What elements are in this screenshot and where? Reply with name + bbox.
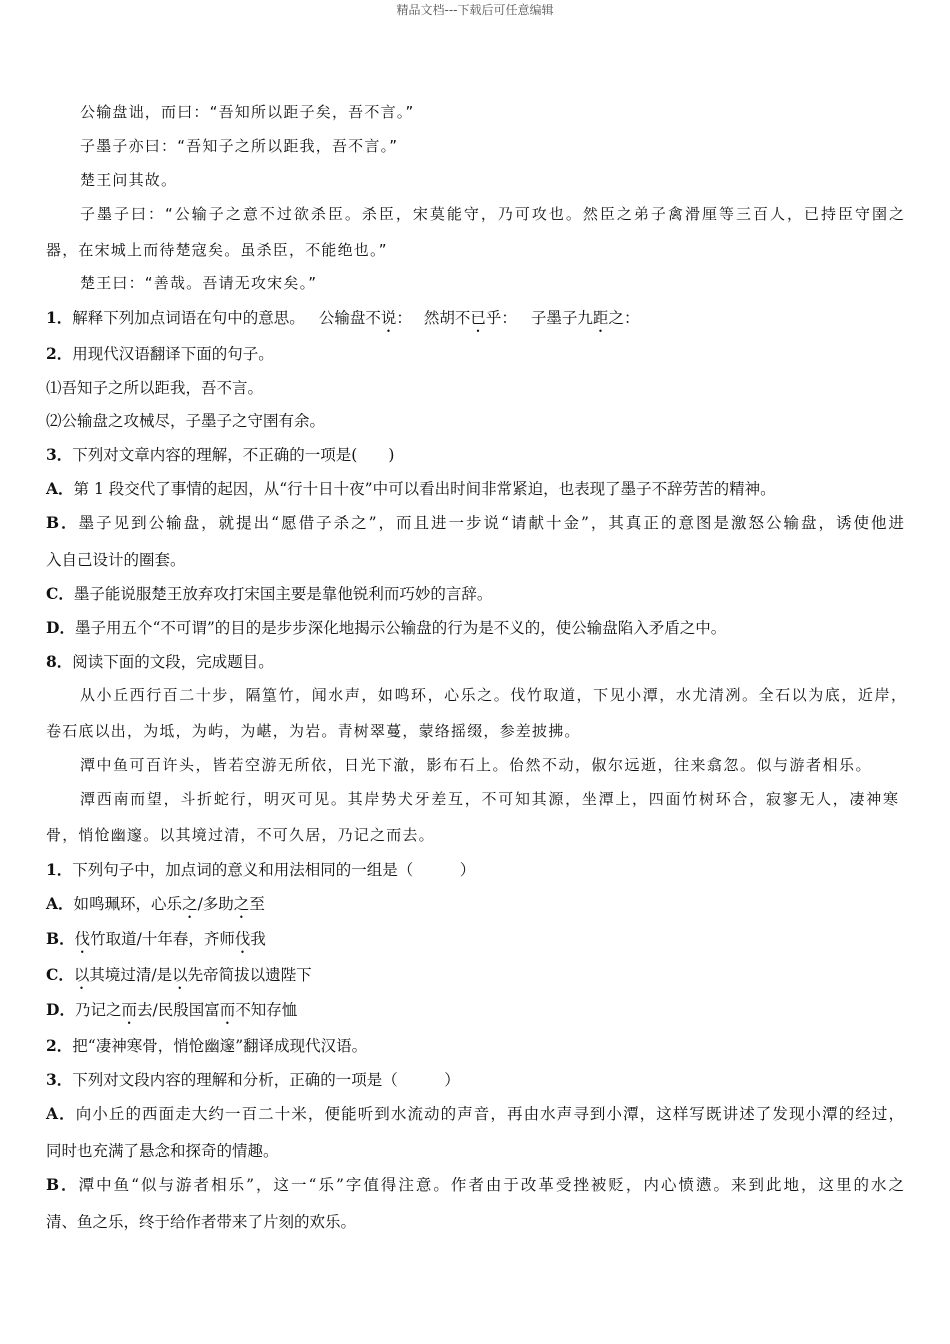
option-text: 其境过清/是 <box>89 966 173 984</box>
dotted-word: 以 <box>172 966 188 984</box>
term-c-prefix: 子墨子九 <box>530 309 593 327</box>
option-label: A． <box>46 479 74 498</box>
option-label: C． <box>46 965 74 984</box>
term-c-suffix: 之： <box>608 309 640 327</box>
question-text: 下列句子中，加点词的意义和用法相同的一组是（ ） <box>72 861 476 879</box>
dotted-word: 距 <box>592 309 609 327</box>
question-number: 1． <box>46 860 73 879</box>
option-label: B． <box>46 513 79 532</box>
option-text: 第 1 段交代了事情的起因，从“行十日十夜”中可以看出时间非常紧迫，也表现了墨子不辞劳苦的精神。 <box>73 480 776 498</box>
reading-q3-option-a-continued: 同时也充满了悬念和探奇的情趣。 <box>46 1142 279 1160</box>
dotted-word: 之 <box>233 895 250 913</box>
term-b-prefix: 然胡不 <box>423 309 471 327</box>
question-text: 用现代汉语翻译下面的句子。 <box>72 345 274 363</box>
dotted-word: 而 <box>219 1001 236 1019</box>
option-text: 去/民殷国富 <box>136 1001 220 1019</box>
dotted-word: 伐 <box>74 930 91 948</box>
option-text: 如鸣珮环，心乐 <box>73 895 183 913</box>
question-2-sentence-2: ⑵公输盘之攻械尽，子墨子之守圉有余。 <box>46 412 326 430</box>
reading-q3-option-b <box>46 1173 904 1195</box>
question-number: 8． <box>46 652 73 671</box>
term-a-prefix: 公输盘不 <box>318 309 381 327</box>
reading-option-b <box>46 927 266 957</box>
option-c <box>46 582 492 604</box>
passage2-line-2: 卷石底以出，为坻，为屿，为嵁，为岩。青树翠蔓，蒙络摇缀，参差披拂。 <box>46 722 581 740</box>
reading-option-c <box>46 963 312 993</box>
question-1 <box>46 306 639 336</box>
option-text: 至 <box>249 895 265 913</box>
option-text: 先帝简拔以遗陛下 <box>187 966 312 984</box>
question-text: 下列对文段内容的理解和分析，正确的一项是（ ） <box>72 1071 460 1089</box>
option-label: A． <box>46 1104 76 1123</box>
dotted-word: 而 <box>121 1001 137 1019</box>
option-text: /多助 <box>197 895 234 913</box>
option-text: 墨子能说服楚王放弃攻打宋国主要是靠他锐利而巧妙的言辞。 <box>73 585 493 603</box>
reading-question-2 <box>46 1034 367 1056</box>
option-label: A． <box>46 894 74 913</box>
question-2-sentence-1: ⑴吾知子之所以距我，吾不言。 <box>46 379 264 397</box>
question-text: 把“凄神寒骨，悄怆幽邃”翻译成现代汉语。 <box>72 1037 368 1055</box>
dotted-word: 伐 <box>234 930 251 948</box>
dotted-word: 说 <box>380 309 397 327</box>
question-number: 3． <box>46 1070 73 1089</box>
passage2-line-3: 潭中鱼可百许头，皆若空游无所依，日光下澈，影布石上。佁然不动，俶尔远逝，往来翕忽。似与游者相乐。 <box>80 756 873 774</box>
option-b <box>46 511 904 533</box>
reading-q3-option-b-continued: 清、鱼之乐，终于给作者带来了片刻的欢乐。 <box>46 1213 357 1231</box>
option-label: D． <box>46 1000 75 1019</box>
dotted-word: 以 <box>73 966 90 984</box>
option-label: C． <box>46 584 74 603</box>
question-number: 2． <box>46 1036 73 1055</box>
reading-option-a <box>46 892 265 922</box>
option-label: B． <box>46 929 75 948</box>
option-text: 乃记之 <box>74 1001 122 1019</box>
option-d <box>46 616 726 638</box>
passage1-line-5: 器，在宋城上而待楚寇矣。虽杀臣，不能绝也。” <box>46 241 388 259</box>
option-text: 墨子用五个“不可谓”的目的是步步深化地揭示公输盘的行为是不义的，使公输盘陷入矛盾之中。 <box>74 619 727 637</box>
option-text: 潭中鱼“似与游者相乐”，这一“乐”字值得注意。作者由于改革受挫被贬，内心愤懑。来到此地，这里的水之 <box>78 1176 904 1194</box>
passage1-line-1: 公输盘诎，而曰：“吾知所以距子矣，吾不言。” <box>80 103 415 121</box>
reading-question-1 <box>46 858 475 880</box>
term-b-suffix: 乎： <box>485 309 517 327</box>
question-text: 下列对文章内容的理解，不正确的一项是( ) <box>72 446 395 464</box>
passage1-line-2: 子墨子亦曰：“吾知子之所以距我，吾不言。” <box>80 137 399 155</box>
question-number: 2． <box>46 344 73 363</box>
option-label: B． <box>46 1175 79 1194</box>
question-2 <box>46 342 274 364</box>
passage2-line-4: 潭西南而望，斗折蛇行，明灭可见。其岸势犬牙差互，不可知其源，坐潭上，四面竹树环合，寂寥无人，凄神寒 <box>80 790 898 808</box>
question-3 <box>46 443 394 465</box>
passage2-line-5: 骨，悄怆幽邃。以其境过清，不可久居，乃记之而去。 <box>46 826 435 844</box>
option-b-continued: 入自己设计的圈套。 <box>46 551 186 569</box>
question-text: 解释下列加点词语在句中的意思。 <box>72 309 305 327</box>
option-label: D． <box>46 618 75 637</box>
passage1-line-3: 楚王问其故。 <box>80 171 178 189</box>
option-text: 不知存恤 <box>235 1001 298 1019</box>
term-a-suffix: ： <box>396 309 412 327</box>
question-8 <box>46 650 274 672</box>
option-text: 向小丘的西面走大约一百二十米，便能听到水流动的声音，再由水声寻到小潭，这样写既讲述了发现小潭的经过， <box>75 1105 904 1123</box>
reading-question-3 <box>46 1068 460 1090</box>
reading-q3-option-a <box>46 1102 904 1124</box>
option-text: 我 <box>250 930 266 948</box>
reading-option-d <box>46 998 297 1028</box>
option-a <box>46 477 776 499</box>
page-header: 精品文档---下载后可任意编辑 <box>396 3 554 17</box>
question-number: 3． <box>46 445 73 464</box>
question-number: 1． <box>46 308 73 327</box>
option-text: 墨子见到公输盘，就提出“愿借子杀之”，而且进一步说“请献十金”，其真正的意图是激怒公输盘，诱使他进 <box>78 514 904 532</box>
option-text: 竹取道/十年春，齐师 <box>90 930 235 948</box>
passage1-line-4: 子墨子曰：“公输子之意不过欲杀臣。杀臣，宋莫能守，乃可攻也。然臣之弟子禽滑厘等三百人，已持臣守圉之 <box>80 205 904 223</box>
dotted-word: 之 <box>182 895 198 913</box>
question-text: 阅读下面的文段，完成题目。 <box>72 653 274 671</box>
passage1-line-6: 楚王曰：“善哉。吾请无攻宋矣。” <box>80 274 318 292</box>
dotted-word: 已 <box>470 309 486 327</box>
passage2-line-1: 从小丘西行百二十步，隔篁竹，闻水声，如鸣环，心乐之。伐竹取道，下见小潭，水尤清冽。全石以为底，近岸， <box>80 686 906 704</box>
